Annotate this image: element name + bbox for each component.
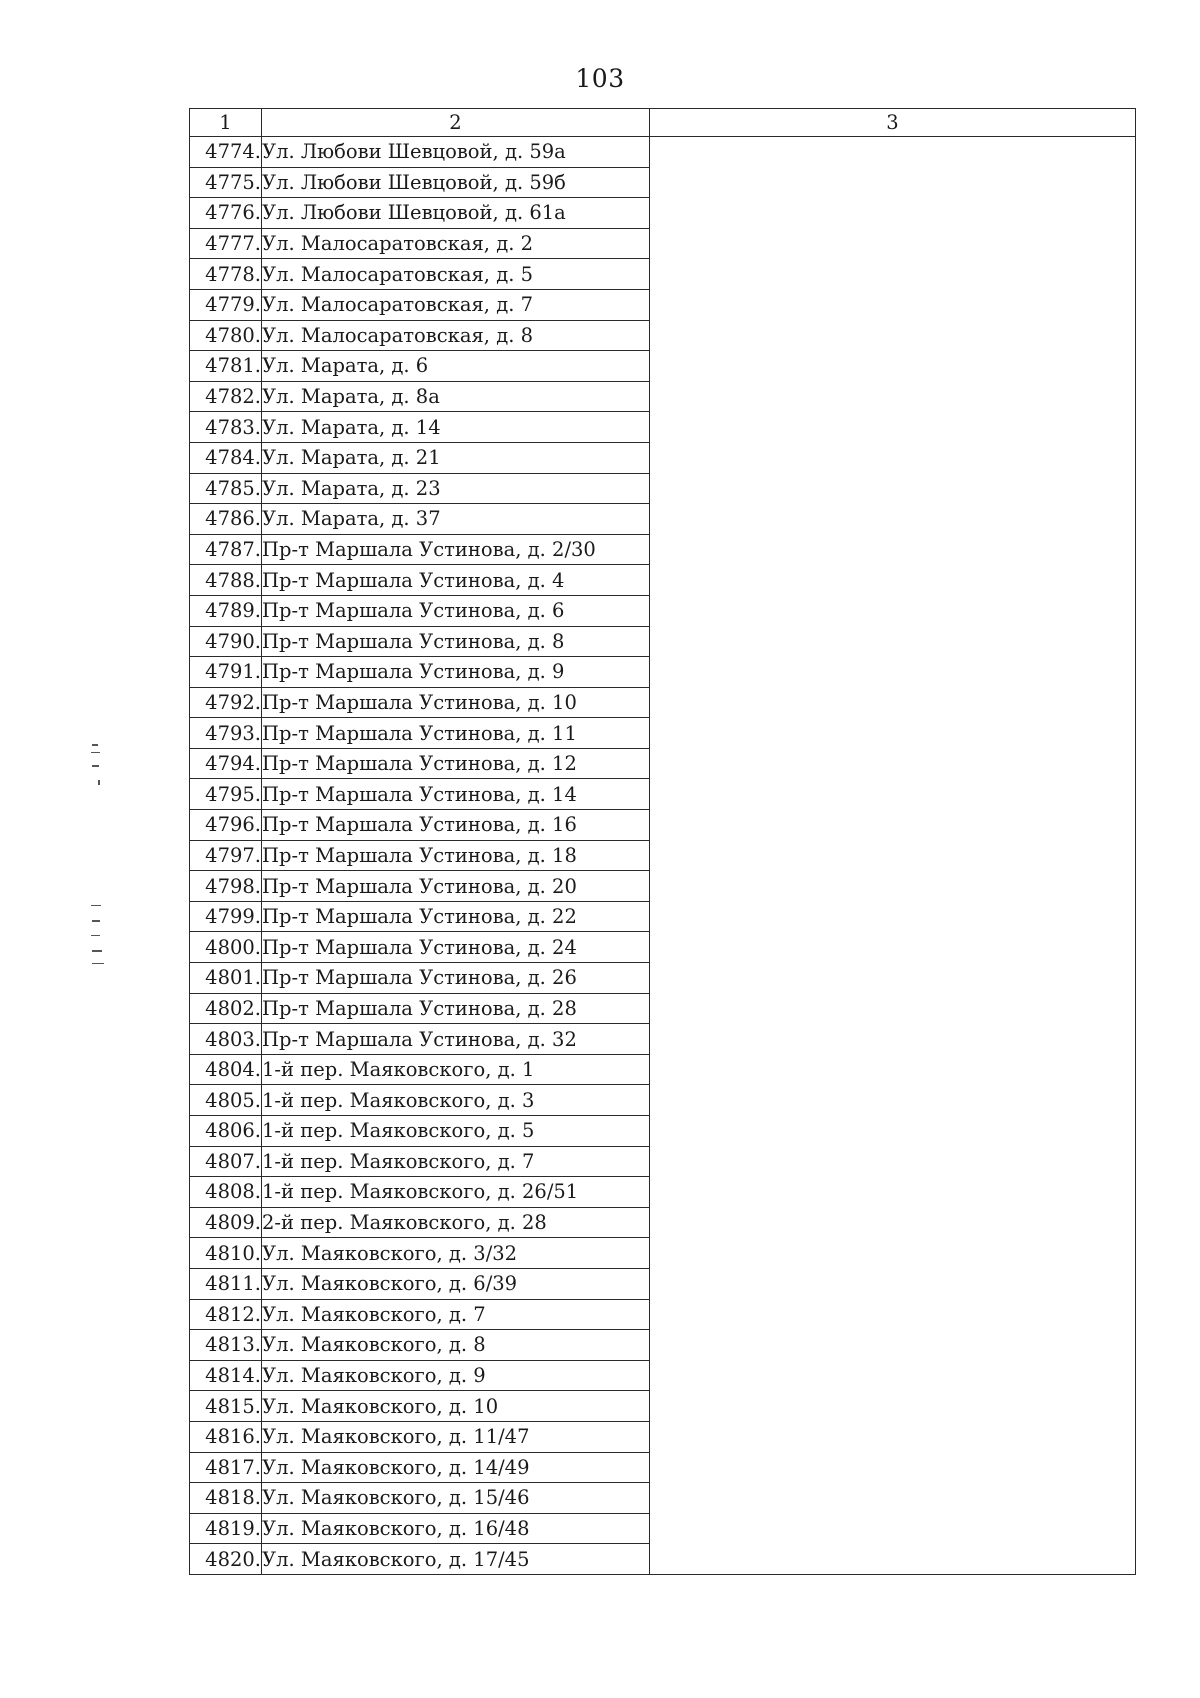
scan-artifact bbox=[92, 920, 100, 922]
row-address: 1-й пер. Маяковского, д. 5 bbox=[262, 1116, 650, 1147]
scan-artifact bbox=[91, 752, 100, 753]
header-col-3: 3 bbox=[650, 109, 1136, 137]
row-number: 4789. bbox=[190, 595, 262, 626]
row-number: 4805. bbox=[190, 1085, 262, 1116]
row-address: Ул. Маяковского, д. 6/39 bbox=[262, 1268, 650, 1299]
scan-artifact bbox=[98, 780, 100, 785]
row-number: 4812. bbox=[190, 1299, 262, 1330]
row-number: 4774. bbox=[190, 137, 262, 168]
row-number: 4782. bbox=[190, 381, 262, 412]
row-address: Пр-т Маршала Устинова, д. 12 bbox=[262, 748, 650, 779]
row-number: 4776. bbox=[190, 198, 262, 229]
row-address: Ул. Маяковского, д. 15/46 bbox=[262, 1483, 650, 1514]
row-number: 4790. bbox=[190, 626, 262, 657]
row-address: Ул. Любови Шевцовой, д. 59б bbox=[262, 167, 650, 198]
scan-artifact bbox=[92, 963, 104, 964]
row-number: 4795. bbox=[190, 779, 262, 810]
row-number: 4777. bbox=[190, 228, 262, 259]
row-number: 4807. bbox=[190, 1146, 262, 1177]
row-address: 1-й пер. Маяковского, д. 26/51 bbox=[262, 1177, 650, 1208]
row-number: 4778. bbox=[190, 259, 262, 290]
row-number: 4801. bbox=[190, 963, 262, 994]
row-number: 4804. bbox=[190, 1054, 262, 1085]
address-table bbox=[189, 108, 1136, 1575]
row-number: 4784. bbox=[190, 442, 262, 473]
row-number: 4779. bbox=[190, 289, 262, 320]
row-number: 4787. bbox=[190, 534, 262, 565]
row-address: Пр-т Маршала Устинова, д. 26 bbox=[262, 963, 650, 994]
table-row bbox=[190, 137, 1136, 168]
header-col-2: 2 bbox=[262, 109, 650, 137]
row-address: Ул. Малосаратовская, д. 2 bbox=[262, 228, 650, 259]
row-address: Ул. Малосаратовская, д. 7 bbox=[262, 289, 650, 320]
row-address: Ул. Маяковского, д. 14/49 bbox=[262, 1452, 650, 1483]
row-address: Ул. Марата, д. 23 bbox=[262, 473, 650, 504]
row-number: 4810. bbox=[190, 1238, 262, 1269]
row-address: Пр-т Маршала Устинова, д. 22 bbox=[262, 901, 650, 932]
row-number: 4783. bbox=[190, 412, 262, 443]
scan-artifact bbox=[91, 935, 100, 936]
row-address: Ул. Марата, д. 37 bbox=[262, 504, 650, 535]
row-number: 4788. bbox=[190, 565, 262, 596]
row-address: Пр-т Маршала Устинова, д. 4 bbox=[262, 565, 650, 596]
row-number: 4800. bbox=[190, 932, 262, 963]
row-address: Пр-т Маршала Устинова, д. 32 bbox=[262, 1024, 650, 1055]
row-address: Пр-т Маршала Устинова, д. 6 bbox=[262, 595, 650, 626]
row-number: 4808. bbox=[190, 1177, 262, 1208]
row-address: Пр-т Маршала Устинова, д. 14 bbox=[262, 779, 650, 810]
row-address: Ул. Марата, д. 6 bbox=[262, 351, 650, 382]
scan-artifact bbox=[92, 765, 99, 767]
column-3-cell bbox=[650, 137, 1136, 1575]
row-number: 4802. bbox=[190, 993, 262, 1024]
row-number: 4817. bbox=[190, 1452, 262, 1483]
row-address: Ул. Любови Шевцовой, д. 59а bbox=[262, 137, 650, 168]
header-col-1: 1 bbox=[190, 109, 262, 137]
row-address: Ул. Марата, д. 14 bbox=[262, 412, 650, 443]
row-number: 4792. bbox=[190, 687, 262, 718]
row-address: 1-й пер. Маяковского, д. 3 bbox=[262, 1085, 650, 1116]
row-number: 4811. bbox=[190, 1268, 262, 1299]
page-number: 103 bbox=[575, 64, 625, 93]
row-number: 4815. bbox=[190, 1391, 262, 1422]
row-number: 4809. bbox=[190, 1207, 262, 1238]
row-number: 4794. bbox=[190, 748, 262, 779]
row-number: 4796. bbox=[190, 810, 262, 841]
row-number: 4785. bbox=[190, 473, 262, 504]
table-body bbox=[190, 137, 1136, 1575]
row-number: 4780. bbox=[190, 320, 262, 351]
row-number: 4818. bbox=[190, 1483, 262, 1514]
row-address: Ул. Маяковского, д. 7 bbox=[262, 1299, 650, 1330]
row-address: Пр-т Маршала Устинова, д. 28 bbox=[262, 993, 650, 1024]
row-address: Ул. Маяковского, д. 11/47 bbox=[262, 1421, 650, 1452]
row-address: Ул. Любови Шевцовой, д. 61а bbox=[262, 198, 650, 229]
row-address: Ул. Маяковского, д. 17/45 bbox=[262, 1544, 650, 1575]
row-address: 1-й пер. Маяковского, д. 1 bbox=[262, 1054, 650, 1085]
row-address: 2-й пер. Маяковского, д. 28 bbox=[262, 1207, 650, 1238]
row-address: Пр-т Маршала Устинова, д. 8 bbox=[262, 626, 650, 657]
row-number: 4806. bbox=[190, 1116, 262, 1147]
row-address: Пр-т Маршала Устинова, д. 24 bbox=[262, 932, 650, 963]
row-address: Ул. Маяковского, д. 9 bbox=[262, 1360, 650, 1391]
scan-artifact bbox=[91, 905, 101, 906]
row-number: 4816. bbox=[190, 1421, 262, 1452]
row-address: Ул. Маяковского, д. 8 bbox=[262, 1330, 650, 1361]
scan-artifact bbox=[92, 950, 102, 952]
row-number: 4799. bbox=[190, 901, 262, 932]
row-address: Пр-т Маршала Устинова, д. 18 bbox=[262, 840, 650, 871]
row-address: Ул. Малосаратовская, д. 5 bbox=[262, 259, 650, 290]
row-number: 4798. bbox=[190, 871, 262, 902]
row-address: Ул. Марата, д. 8а bbox=[262, 381, 650, 412]
header-row bbox=[190, 109, 1136, 137]
row-number: 4803. bbox=[190, 1024, 262, 1055]
row-address: Пр-т Маршала Устинова, д. 2/30 bbox=[262, 534, 650, 565]
row-number: 4814. bbox=[190, 1360, 262, 1391]
scan-artifact bbox=[92, 744, 98, 746]
row-number: 4781. bbox=[190, 351, 262, 382]
row-number: 4820. bbox=[190, 1544, 262, 1575]
row-address: Пр-т Маршала Устинова, д. 10 bbox=[262, 687, 650, 718]
row-address: 1-й пер. Маяковского, д. 7 bbox=[262, 1146, 650, 1177]
row-address: Ул. Маяковского, д. 10 bbox=[262, 1391, 650, 1422]
row-number: 4797. bbox=[190, 840, 262, 871]
row-address: Ул. Марата, д. 21 bbox=[262, 442, 650, 473]
row-number: 4791. bbox=[190, 657, 262, 688]
row-number: 4786. bbox=[190, 504, 262, 535]
row-address: Ул. Маяковского, д. 3/32 bbox=[262, 1238, 650, 1269]
row-address: Пр-т Маршала Устинова, д. 16 bbox=[262, 810, 650, 841]
row-number: 4793. bbox=[190, 718, 262, 749]
row-address: Пр-т Маршала Устинова, д. 11 bbox=[262, 718, 650, 749]
row-address: Пр-т Маршала Устинова, д. 9 bbox=[262, 657, 650, 688]
row-address: Пр-т Маршала Устинова, д. 20 bbox=[262, 871, 650, 902]
row-number: 4813. bbox=[190, 1330, 262, 1361]
table-header bbox=[190, 109, 1136, 137]
row-number: 4819. bbox=[190, 1513, 262, 1544]
row-address: Ул. Маяковского, д. 16/48 bbox=[262, 1513, 650, 1544]
row-number: 4775. bbox=[190, 167, 262, 198]
row-address: Ул. Малосаратовская, д. 8 bbox=[262, 320, 650, 351]
